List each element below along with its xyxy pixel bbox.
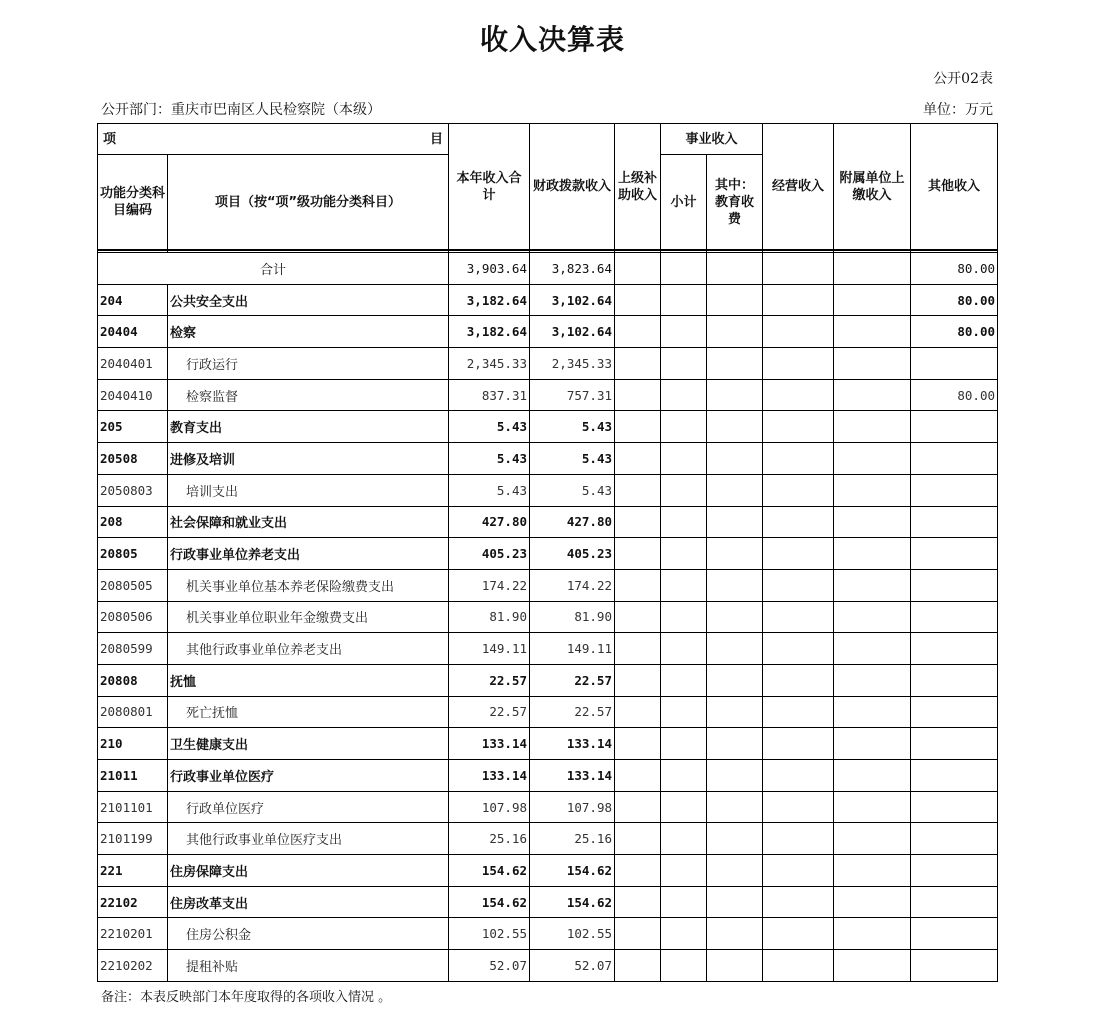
total-label: 合计 [98,253,449,285]
row-affiliated [834,348,911,380]
row-superior-subsidy [615,918,661,950]
row-affiliated [834,601,911,633]
row-code: 2210202 [98,950,168,982]
row-affiliated [834,855,911,887]
row-total-income: 427.80 [449,506,530,538]
row-fiscal: 154.62 [530,855,615,887]
row-business-subtotal [661,886,707,918]
row-edu-fee [707,601,763,633]
row-business-subtotal [661,538,707,570]
row-code: 20404 [98,316,168,348]
row-edu-fee [707,886,763,918]
row-other [911,886,998,918]
row-name: 住房改革支出 [168,886,449,918]
row-superior-subsidy [615,664,661,696]
row-fiscal: 5.43 [530,443,615,475]
row-total-income: 5.43 [449,474,530,506]
page-title: 收入决算表 [479,23,625,56]
row-operating [763,886,834,918]
row-fiscal: 133.14 [530,760,615,792]
row-edu-fee [707,823,763,855]
row-other [911,728,998,760]
row-edu-fee [707,538,763,570]
table-row [98,443,998,475]
table-row [98,538,998,570]
row-name: 抚恤 [168,664,449,696]
row-affiliated [834,823,911,855]
header-superior-subsidy: 上级补助收入 [615,124,661,251]
row-other [911,823,998,855]
item-header [98,124,449,155]
row-business-subtotal [661,284,707,316]
row-total-income: 174.22 [449,569,530,601]
row-name: 死亡抚恤 [168,696,449,728]
row-superior-subsidy [615,823,661,855]
row-edu-fee [707,348,763,380]
row-edu-fee [707,474,763,506]
row-code: 221 [98,855,168,887]
row-fiscal: 25.16 [530,823,615,855]
total-income-value: 3,903.64 [449,253,530,285]
row-other [911,569,998,601]
row-code: 20508 [98,443,168,475]
row-business-subtotal [661,601,707,633]
row-operating [763,918,834,950]
row-fiscal: 427.80 [530,506,615,538]
row-superior-subsidy [615,569,661,601]
row-fiscal: 3,102.64 [530,316,615,348]
item-header-left: 项 [103,131,117,147]
table-row [98,601,998,633]
row-name: 社会保障和就业支出 [168,506,449,538]
row-code: 20808 [98,664,168,696]
row-edu-fee [707,284,763,316]
row-fiscal: 133.14 [530,728,615,760]
table-row [98,348,998,380]
row-business-subtotal [661,569,707,601]
row-total-income: 25.16 [449,823,530,855]
header-total-income: 本年收入合计 [449,124,530,251]
row-total-income: 5.43 [449,411,530,443]
row-operating [763,664,834,696]
row-fiscal: 5.43 [530,474,615,506]
row-name: 公共安全支出 [168,284,449,316]
row-fiscal: 102.55 [530,918,615,950]
row-fiscal: 149.11 [530,633,615,665]
item-header-right: 目 [429,131,443,147]
row-affiliated [834,633,911,665]
row-name: 行政事业单位养老支出 [168,538,449,570]
row-fiscal: 405.23 [530,538,615,570]
row-other [911,918,998,950]
row-other: 80.00 [911,316,998,348]
table-row [98,633,998,665]
row-affiliated [834,569,911,601]
row-affiliated [834,379,911,411]
row-total-income: 22.57 [449,664,530,696]
row-other: 80.00 [911,379,998,411]
total-other-value: 80.00 [911,253,998,285]
row-other [911,348,998,380]
row-operating [763,696,834,728]
row-affiliated [834,411,911,443]
table-row [98,760,998,792]
row-total-income: 52.07 [449,950,530,982]
row-business-subtotal [661,728,707,760]
row-edu-fee [707,791,763,823]
row-name: 检察 [168,316,449,348]
table-row [98,316,998,348]
row-affiliated [834,443,911,475]
row-fiscal: 81.90 [530,601,615,633]
row-business-subtotal [661,379,707,411]
row-operating [763,316,834,348]
row-fiscal: 3,102.64 [530,284,615,316]
table-row [98,823,998,855]
table-row [98,569,998,601]
row-code: 2210201 [98,918,168,950]
row-business-subtotal [661,506,707,538]
row-code: 208 [98,506,168,538]
row-operating [763,538,834,570]
header-fiscal: 财政拨款收入 [530,124,615,251]
department-label: 公开部门：重庆市巴南区人民检察院（本级） [101,102,381,118]
header-affiliated: 附属单位上缴收入 [834,124,911,251]
row-name: 机关事业单位基本养老保险缴费支出 [168,569,449,601]
row-edu-fee [707,411,763,443]
row-operating [763,601,834,633]
row-superior-subsidy [615,348,661,380]
header-other: 其他收入 [911,124,998,251]
row-other [911,474,998,506]
row-affiliated [834,760,911,792]
row-name: 住房保障支出 [168,855,449,887]
row-code: 2101199 [98,823,168,855]
row-total-income: 405.23 [449,538,530,570]
row-business-subtotal [661,760,707,792]
row-business-subtotal [661,664,707,696]
row-operating [763,411,834,443]
row-code: 21011 [98,760,168,792]
row-operating [763,379,834,411]
row-fiscal: 2,345.33 [530,348,615,380]
row-affiliated [834,474,911,506]
row-affiliated [834,791,911,823]
table-row [98,664,998,696]
row-business-subtotal [661,411,707,443]
table-row [98,950,998,982]
row-total-income: 154.62 [449,886,530,918]
row-other [911,664,998,696]
row-other [911,760,998,792]
row-business-subtotal [661,633,707,665]
row-business-subtotal [661,855,707,887]
table-row [98,379,998,411]
table-row [98,728,998,760]
row-other [911,791,998,823]
row-affiliated [834,538,911,570]
row-other [911,538,998,570]
row-business-subtotal [661,950,707,982]
row-edu-fee [707,506,763,538]
table-row [98,411,998,443]
row-affiliated [834,696,911,728]
row-affiliated [834,284,911,316]
row-superior-subsidy [615,760,661,792]
row-other [911,506,998,538]
row-superior-subsidy [615,855,661,887]
row-edu-fee [707,443,763,475]
row-operating [763,760,834,792]
row-fiscal: 757.31 [530,379,615,411]
row-affiliated [834,886,911,918]
row-total-income: 81.90 [449,601,530,633]
total-fiscal-value: 3,823.64 [530,253,615,285]
row-superior-subsidy [615,316,661,348]
row-name: 其他行政事业单位医疗支出 [168,823,449,855]
row-business-subtotal [661,316,707,348]
row-operating [763,855,834,887]
row-edu-fee [707,918,763,950]
row-code: 20805 [98,538,168,570]
row-code: 2080506 [98,601,168,633]
row-superior-subsidy [615,950,661,982]
row-business-subtotal [661,474,707,506]
row-operating [763,791,834,823]
row-code: 2050803 [98,474,168,506]
row-code: 2101101 [98,791,168,823]
row-total-income: 102.55 [449,918,530,950]
row-edu-fee [707,950,763,982]
row-operating [763,506,834,538]
table-row [98,918,998,950]
row-superior-subsidy [615,506,661,538]
row-other [911,411,998,443]
row-edu-fee [707,664,763,696]
header-edu-fee: 其中：教育收费 [707,155,763,251]
row-fiscal: 22.57 [530,664,615,696]
table-row [98,474,998,506]
row-operating [763,569,834,601]
row-superior-subsidy [615,538,661,570]
unit-label: 单位：万元 [923,102,993,118]
row-edu-fee [707,760,763,792]
total-row [98,253,998,285]
row-business-subtotal [661,696,707,728]
table-row [98,791,998,823]
row-total-income: 133.14 [449,728,530,760]
row-code: 205 [98,411,168,443]
row-other [911,950,998,982]
row-superior-subsidy [615,379,661,411]
header-operating: 经营收入 [763,124,834,251]
row-operating [763,443,834,475]
row-code: 2040401 [98,348,168,380]
row-name: 其他行政事业单位养老支出 [168,633,449,665]
row-fiscal: 154.62 [530,886,615,918]
row-fiscal: 5.43 [530,411,615,443]
row-code: 22102 [98,886,168,918]
row-business-subtotal [661,443,707,475]
row-operating [763,633,834,665]
row-total-income: 3,182.64 [449,316,530,348]
footnote: 备注：本表反映部门本年度取得的各项收入情况 。 [101,990,392,1005]
header-subtotal: 小计 [661,155,707,251]
table-number: 公开02表 [933,71,993,87]
row-name: 机关事业单位职业年金缴费支出 [168,601,449,633]
row-affiliated [834,506,911,538]
row-superior-subsidy [615,284,661,316]
row-operating [763,474,834,506]
row-code: 210 [98,728,168,760]
row-total-income: 22.57 [449,696,530,728]
row-name: 提租补贴 [168,950,449,982]
row-edu-fee [707,316,763,348]
row-total-income: 149.11 [449,633,530,665]
header-item-name: 项目（按“项”级功能分类科目） [168,155,449,251]
row-total-income: 5.43 [449,443,530,475]
table-row [98,696,998,728]
row-superior-subsidy [615,791,661,823]
row-total-income: 107.98 [449,791,530,823]
row-total-income: 837.31 [449,379,530,411]
row-operating [763,348,834,380]
row-name: 卫生健康支出 [168,728,449,760]
row-fiscal: 174.22 [530,569,615,601]
row-edu-fee [707,569,763,601]
income-table [97,123,998,982]
row-affiliated [834,664,911,696]
row-fiscal: 52.07 [530,950,615,982]
row-name: 教育支出 [168,411,449,443]
row-superior-subsidy [615,696,661,728]
row-edu-fee [707,728,763,760]
row-other [911,601,998,633]
row-other [911,443,998,475]
row-superior-subsidy [615,411,661,443]
row-superior-subsidy [615,474,661,506]
row-total-income: 2,345.33 [449,348,530,380]
row-business-subtotal [661,791,707,823]
table-row [98,886,998,918]
row-name: 行政运行 [168,348,449,380]
row-business-subtotal [661,823,707,855]
row-other [911,696,998,728]
row-code: 2040410 [98,379,168,411]
row-name: 检察监督 [168,379,449,411]
row-superior-subsidy [615,601,661,633]
row-code: 2080599 [98,633,168,665]
row-other [911,855,998,887]
row-affiliated [834,316,911,348]
row-code: 204 [98,284,168,316]
row-name: 进修及培训 [168,443,449,475]
row-name: 培训支出 [168,474,449,506]
row-code: 2080801 [98,696,168,728]
row-name: 住房公积金 [168,918,449,950]
table-row [98,506,998,538]
table-row [98,855,998,887]
row-edu-fee [707,633,763,665]
row-superior-subsidy [615,728,661,760]
row-other [911,633,998,665]
row-business-subtotal [661,348,707,380]
row-edu-fee [707,855,763,887]
row-edu-fee [707,379,763,411]
row-total-income: 3,182.64 [449,284,530,316]
row-edu-fee [707,696,763,728]
header-business-income: 事业收入 [661,124,763,155]
row-business-subtotal [661,918,707,950]
row-fiscal: 107.98 [530,791,615,823]
row-superior-subsidy [615,886,661,918]
table-row [98,284,998,316]
row-superior-subsidy [615,443,661,475]
row-total-income: 133.14 [449,760,530,792]
row-superior-subsidy [615,633,661,665]
row-operating [763,284,834,316]
header-func-code: 功能分类科目编码 [98,155,168,251]
row-fiscal: 22.57 [530,696,615,728]
row-name: 行政单位医疗 [168,791,449,823]
row-affiliated [834,918,911,950]
row-other: 80.00 [911,284,998,316]
row-affiliated [834,728,911,760]
row-total-income: 154.62 [449,855,530,887]
row-code: 2080505 [98,569,168,601]
row-operating [763,950,834,982]
row-operating [763,823,834,855]
row-operating [763,728,834,760]
row-name: 行政事业单位医疗 [168,760,449,792]
row-affiliated [834,950,911,982]
